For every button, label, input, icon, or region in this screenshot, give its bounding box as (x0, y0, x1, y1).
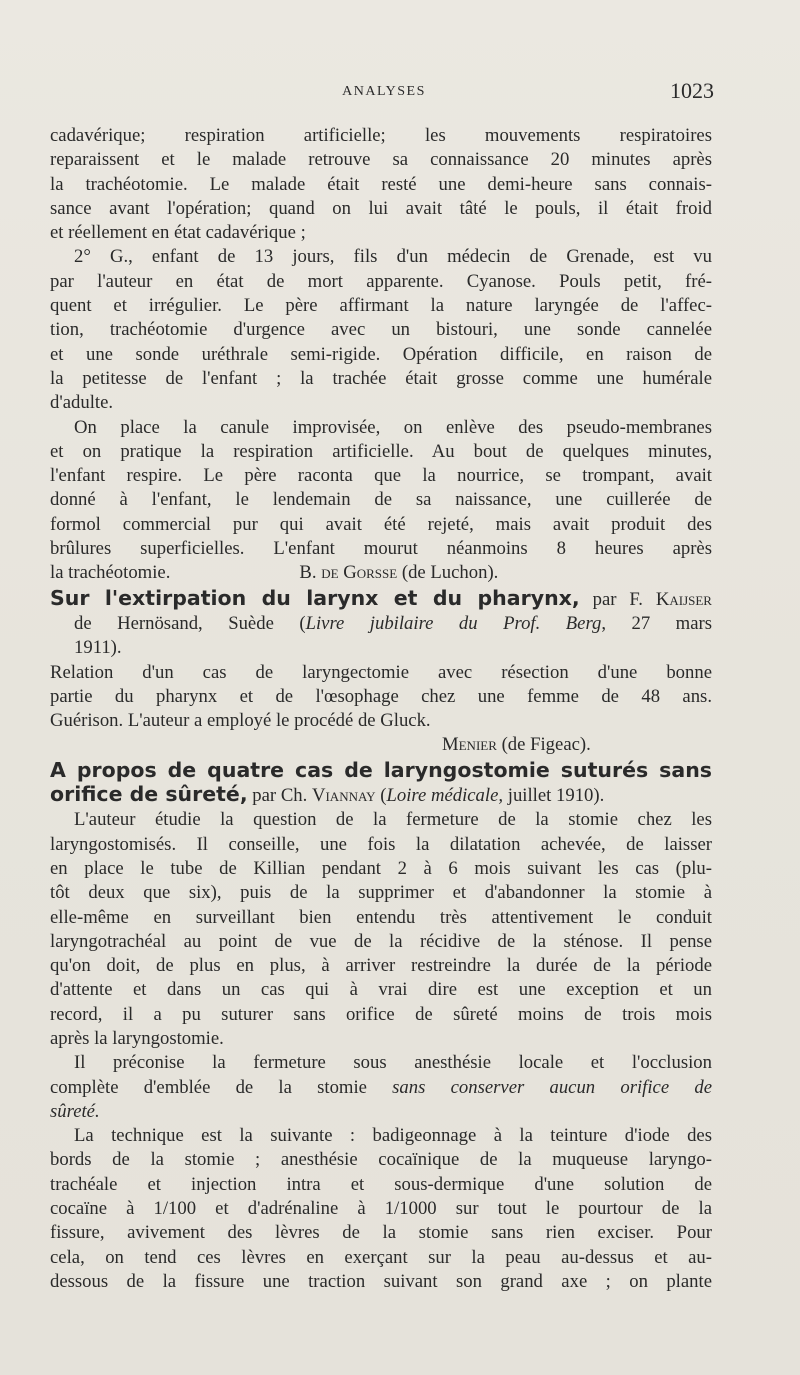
paragraph-line: en place le tube de Killian pendant 2 à 6 mois suivant les cas (plu- (50, 857, 712, 879)
paragraph-line: Il préconise la fermeture sous anesthésie locale et l'occlusion (74, 1052, 712, 1074)
paragraph-line: laryngostomisés. Il conseille, une fois la dilatation achevée, de laisser (50, 833, 712, 855)
paragraph-line: l'enfant respire. Le père raconta que la nourrice, se trompant, avait (50, 465, 712, 487)
paragraph-line: reparaissent et le malade retrouve sa connaissance 20 minutes après (50, 149, 712, 171)
paragraph-line: donné à l'enfant, le lendemain de sa naissance, une cuillerée de (50, 489, 712, 511)
paragraph-line: formol commercial pur qui avait été rejeté, mais avait produit des (50, 513, 712, 535)
paragraph-line: fissure, avivement des lèvres de la stomie sans rien exciser. Pour (50, 1222, 712, 1244)
paragraph-line: complète d'emblée de la stomie sans conserver aucun orifice de (50, 1076, 712, 1098)
article-title: Sur l'extirpation du larynx et du pharynx, (50, 585, 580, 610)
article-author: Viannay (311, 785, 376, 807)
paragraph-line: brûlures superficielles. L'enfant mourut néanmoins 8 heures après (50, 538, 712, 560)
article-citation: de Hernösand, Suède (Livre jubilaire du Prof. Berg, 27 mars (74, 612, 712, 634)
article-heading: Sur l'extirpation du larynx et du pharynx, par F. Kaijser (50, 585, 712, 610)
paragraph-line: cocaïne à 1/100 et d'adrénaline à 1/1000 sur tout le pourtour de la (50, 1198, 712, 1220)
paragraph-line: 2° G., enfant de 13 jours, fils d'un médecin de Grenade, est vu (74, 246, 712, 268)
paragraph-line: par l'auteur en état de mort apparente. Cyanose. Pouls petit, fré- (50, 270, 712, 292)
article-source: Loire médicale, (386, 785, 504, 807)
paragraph-line: bords de la stomie ; anesthésie cocaïnique de la muqueuse laryngo- (50, 1149, 712, 1171)
article-heading: orifice de sûreté, par Ch. Viannay (Loire médicale, juillet 1910). (50, 782, 605, 807)
author-signature: B. de Gorsse (de Luchon). (299, 562, 499, 584)
body-text (50, 124, 712, 1294)
paragraph-line: trachéale et injection intra et sous-dermique d'une solution de (50, 1173, 712, 1195)
article-source: Livre jubilaire du Prof. Berg (305, 612, 602, 634)
page-number: 1023 (670, 78, 714, 103)
author-signature: Menier (de Figeac). (442, 734, 591, 756)
page-header (50, 78, 718, 108)
paragraph-line: record, il a pu suturer sans orifice de sûreté moins de trois mois (50, 1003, 712, 1025)
paragraph-line: La technique est la suivante : badigeonnage à la teinture d'iode des (74, 1125, 712, 1147)
paragraph-text: la trachéotomie. (50, 562, 171, 584)
paragraph-line: la trachéotomie. Le malade était resté une demi-heure sans connais- (50, 173, 712, 195)
paragraph-line: dessous de la fissure une traction suivant son grand axe ; on plante (50, 1270, 712, 1292)
paragraph-line: sûreté. (50, 1100, 100, 1122)
article-title: A propos de quatre cas de laryngostomie suturés sans (50, 757, 712, 782)
paragraph-line: la petitesse de l'enfant ; la trachée était grosse comme une humérale (50, 367, 712, 389)
paragraph-line: cadavérique; respiration artificielle; les mouvements respiratoires (50, 125, 712, 146)
article-citation: 1911). (74, 637, 122, 659)
article-title: orifice de sûreté, (50, 782, 248, 807)
paragraph-line: sance avant l'opération; quand on lui avait tâté le pouls, il était froid (50, 197, 712, 219)
paragraph-line: Relation d'un cas de laryngectomie avec résection d'une bonne (50, 661, 712, 683)
paragraph-line: et réellement en état cadavérique ; (50, 222, 306, 244)
paragraph-line: qu'on doit, de plus en plus, à arriver restreindre la durée de la période (50, 955, 712, 977)
paragraph-line: et on pratique la respiration artificielle. Au bout de quelques minutes, (50, 440, 712, 462)
paragraph-line: L'auteur étudie la question de la fermeture de la stomie chez les (74, 809, 712, 831)
paragraph-line: Guérison. L'auteur a employé le procédé de Gluck. (50, 710, 431, 732)
paragraph-line: tôt deux que six), puis de la supprimer et d'abandonner la stomie à (50, 882, 712, 904)
running-head: ANALYSES (342, 84, 426, 99)
paragraph-line: tion, trachéotomie d'urgence avec un bistouri, une sonde cannelée (50, 319, 712, 341)
paragraph-line (50, 561, 712, 585)
paragraph-line: et une sonde uréthrale semi-rigide. Opération difficile, en raison de (50, 343, 712, 365)
article-author: Kaijser (655, 588, 712, 610)
paragraph-line: d'attente et dans un cas qui à vrai dire est une exception et un (50, 979, 712, 1001)
paragraph-line: d'adulte. (50, 392, 114, 414)
paragraph-line: cela, on tend ces lèvres en exerçant sur la peau au-dessus et au- (50, 1246, 712, 1268)
paragraph-line: laryngotrachéal au point de vue de la récidive de la sténose. Il pense (50, 930, 712, 952)
paragraph-line: quent et irrégulier. Le père affirmant la nature laryngée de l'affec- (50, 295, 712, 317)
paragraph-line: On place la canule improvisée, on enlève des pseudo-membranes (74, 416, 712, 438)
paragraph-line: elle-même en surveillant bien entendu très attentivement le conduit (50, 906, 712, 928)
paragraph-line: après la laryngostomie. (50, 1027, 224, 1049)
paragraph-line: partie du pharynx et de l'œsophage chez une femme de 48 ans. (50, 685, 712, 707)
